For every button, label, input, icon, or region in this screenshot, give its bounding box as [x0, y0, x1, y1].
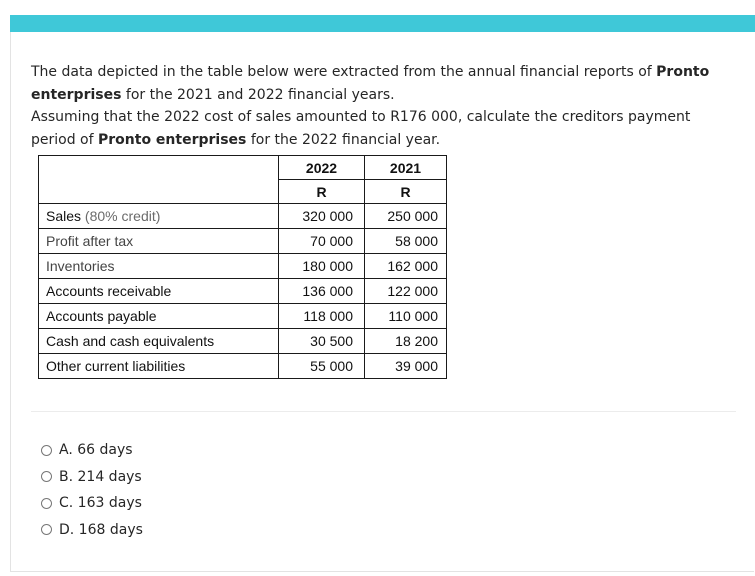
company-name: Pronto enterprises [98, 131, 247, 148]
option-a[interactable] [41, 437, 143, 464]
cell-2022: 118 000 [279, 304, 365, 329]
question-paragraph-2 [31, 106, 731, 151]
option-label: D. 168 days [59, 521, 143, 538]
option-d[interactable] [41, 517, 143, 544]
financial-data-table [38, 155, 447, 379]
option-label: C. 163 days [59, 495, 142, 512]
option-label: A. 66 days [59, 442, 133, 459]
row-label-note: (80% credit) [81, 208, 161, 224]
radio-button-icon[interactable] [41, 471, 52, 482]
row-label: Accounts receivable [39, 279, 279, 304]
radio-button-icon[interactable] [41, 445, 52, 456]
cell-2022: 180 000 [279, 254, 365, 279]
cell-2021: 58 000 [365, 229, 447, 254]
cell-2022: 320 000 [279, 204, 365, 229]
radio-button-icon[interactable] [41, 498, 52, 509]
table-row [39, 304, 447, 329]
company-name: Pronto enterprises [31, 64, 710, 103]
table-header-currency-2021: R [365, 180, 447, 204]
cell-2022: 55 000 [279, 354, 365, 379]
table-row [39, 329, 447, 354]
row-label: Cash and cash equivalents [39, 329, 279, 354]
option-label: B. 214 days [59, 468, 142, 485]
row-label [39, 204, 279, 229]
row-label: Profit after tax [39, 229, 279, 254]
table-row [39, 354, 447, 379]
row-label-text: Sales [46, 208, 82, 224]
table-header-row-years [39, 156, 447, 180]
cell-2021: 122 000 [365, 279, 447, 304]
table-row [39, 279, 447, 304]
cell-2021: 162 000 [365, 254, 447, 279]
table-row [39, 229, 447, 254]
row-label: Other current liabilities [39, 354, 279, 379]
table-row [39, 254, 447, 279]
question-text [31, 61, 731, 151]
option-c[interactable] [41, 490, 143, 517]
cell-2022: 136 000 [279, 279, 365, 304]
question-text-segment: for the 2022 financial year. [246, 131, 441, 148]
header-accent-bar [10, 15, 755, 32]
cell-2021: 110 000 [365, 304, 447, 329]
row-label: Accounts payable [39, 304, 279, 329]
question-paragraph-1 [31, 61, 731, 106]
cell-2021: 18 200 [365, 329, 447, 354]
section-divider [31, 411, 736, 412]
option-b[interactable] [41, 464, 143, 491]
cell-2022: 70 000 [279, 229, 365, 254]
cell-2021: 250 000 [365, 204, 447, 229]
radio-button-icon[interactable] [41, 524, 52, 535]
table-header-2021: 2021 [365, 156, 447, 180]
table-header-currency-2022: R [279, 180, 365, 204]
table-header-empty [39, 156, 279, 204]
cell-2022: 30 500 [279, 329, 365, 354]
answer-options [41, 437, 143, 543]
question-text-segment: for the 2021 and 2022 financial years. [121, 86, 395, 103]
row-label: Inventories [39, 254, 279, 279]
question-text-segment: The data depicted in the table below were extracted from the annual financial reports of [31, 64, 657, 80]
table-row [39, 204, 447, 229]
table-header-2022: 2022 [279, 156, 365, 180]
question-text-segment: Assuming that the 2022 cost of sales amounted to R176 000, calculate the creditors payment period of [31, 109, 691, 148]
cell-2021: 39 000 [365, 354, 447, 379]
